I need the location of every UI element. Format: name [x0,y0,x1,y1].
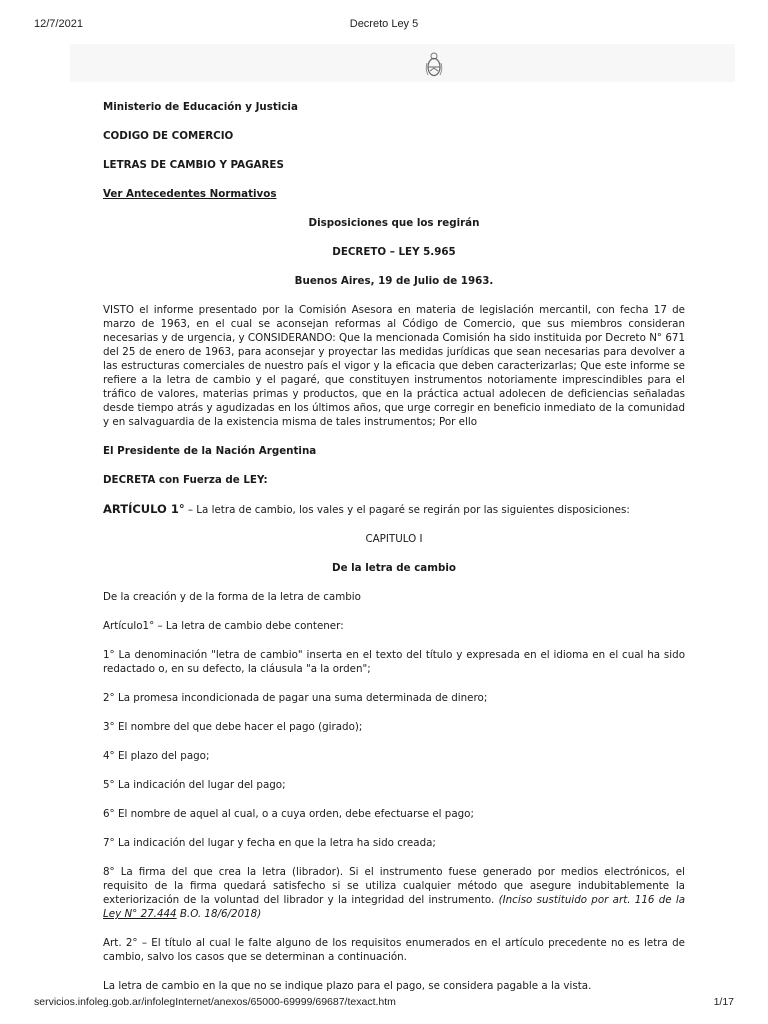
site-banner [70,44,735,82]
item-8-note-post: B.O. 18/6/2018) [176,908,262,920]
coat-of-arms-icon [424,51,444,79]
item-8-note-pre: (Inciso sustituido por art. 116 de la [498,894,685,906]
last-paragraph: La letra de cambio en la que no se indique plazo para el pago, se considera pagable a la vista. [103,980,592,992]
print-title: Decreto Ley 5 [349,18,419,30]
article-1-text: – La letra de cambio, los vales y el pagaré se regirán por las siguientes disposiciones: [184,504,630,516]
list-item: 2° La promesa incondicionada de pagar una suma determinada de dinero; [103,692,488,704]
list-item: 1° La denominación "letra de cambio" inserta en el texto del título y expresada en el idioma en el cual ha sido redactado o, en su defecto, la cláusula "a la orden"; [103,649,685,675]
print-date: 12/7/2021 [34,18,83,30]
presidente-heading: El Presidente de la Nación Argentina [103,445,317,457]
list-item: 6° El nombre de aquel al cual, o a cuya orden, debe efectuarse el pago; [103,808,474,820]
articulo-1-intro: Artículo1° – La letra de cambio debe contener: [103,620,344,632]
page-url: servicios.infoleg.gob.ar/infolegInternet/anexos/65000-69999/69687/texact.htm [34,996,396,1008]
subject-heading: LETRAS DE CAMBIO Y PAGARES [103,159,284,171]
article-2-paragraph: Art. 2° – El título al cual le falte alguno de los requisitos enumerados en el artículo precedente no es letra de cambio, salvo los casos que se determinan a continuación. [103,937,685,963]
list-item: 4° El plazo del pago; [103,750,210,762]
document-body [103,100,685,1008]
decreto-heading: DECRETO – LEY 5.965 [332,246,456,258]
section-title: De la creación y de la forma de la letra de cambio [103,591,361,603]
ley-27444-link[interactable]: Ley N° 27.444 [103,908,177,920]
place-date-heading: Buenos Aires, 19 de Julio de 1963. [294,275,494,287]
print-header [34,18,734,32]
list-item: 3° El nombre del que debe hacer el pago (girado); [103,721,363,733]
disposiciones-heading: Disposiciones que los regirán [308,217,480,229]
article-1-paragraph [103,502,685,517]
list-item-8 [103,865,685,921]
page-number: 1/17 [713,996,734,1008]
ministry-heading: Ministerio de Educación y Justicia [103,101,298,113]
list-item: 5° La indicación del lugar del pago; [103,779,286,791]
decreta-heading: DECRETA con Fuerza de LEY: [103,474,268,486]
list-item: 7° La indicación del lugar y fecha en que la letra ha sido creada; [103,837,436,849]
visto-paragraph: VISTO el informe presentado por la Comisión Asesora en materia de legislación mercantil, con fecha 17 de marzo de 1963, en el cual se aconsejan reformas al Código de Comercio, que sus miembros consideran necesarias y de urgencia, y CONSIDERANDO: Que la mencionada Comisión ha sido instituida por Decreto N° 671 del 25 de enero de 1963, para aconsejar y proyectar las medidas jurídicas que sean necesarias para devolver a las estructuras comerciales de nuestro país el vigor y la eficacia que deben caracterizarlas; Que este informe se refiere a la letra de cambio y el pagaré, que constituyen instrumentos notoriamente imprescindibles para el tráfico de valores, materias primas y productos, que en la práctica actual adolecen de deficiencias señaladas desde tiempo atrás y agudizadas en los últimos años, que urge corregir en beneficio inmediato de la comunidad y en salvaguardia de la existencia misma de tales instrumentos; Por ello [103,304,685,428]
article-1-label: ARTÍCULO 1° [103,502,185,516]
capitulo-title: De la letra de cambio [332,562,456,574]
code-heading: CODIGO DE COMERCIO [103,130,234,142]
print-footer [34,996,734,1010]
item-8-text: 8° La firma del que crea la letra (librador). Si el instrumento fuese generado por medios electrónicos, el requisito de la firma quedará satisfecho si se utiliza cualquier método que asegure indubitablemente la exteriorización de la voluntad del librador y la integridad del instrumento. [103,866,685,906]
capitulo-heading: CAPITULO I [365,533,423,545]
antecedentes-link[interactable]: Ver Antecedentes Normativos [103,188,277,200]
